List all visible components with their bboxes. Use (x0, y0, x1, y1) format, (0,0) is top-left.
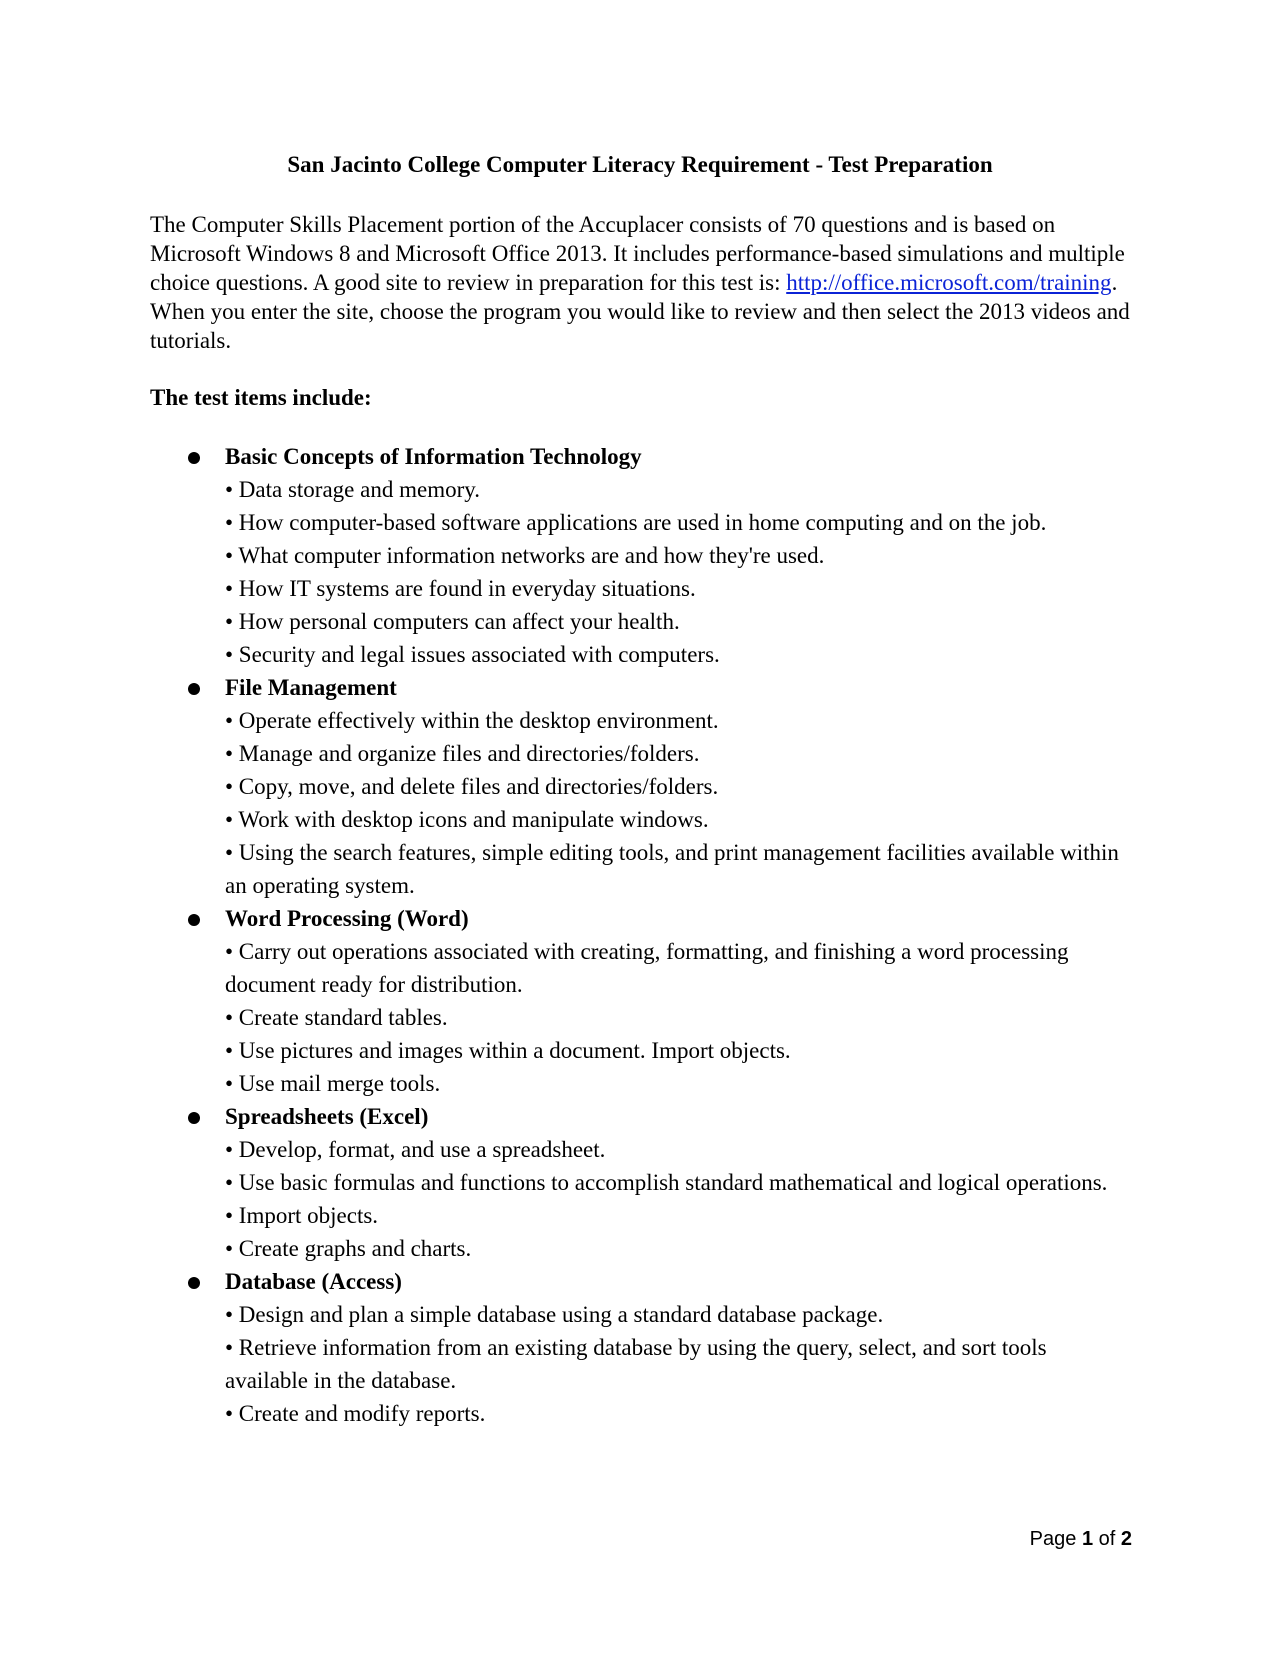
topic-item: • Copy, move, and delete files and directories/folders. (225, 774, 719, 799)
footer-page-number: 1 (1081, 1528, 1094, 1550)
topic-item: • How personal computers can affect your health. (225, 609, 680, 634)
topic-section (0, 1100, 1280, 1265)
topic-item: • Use pictures and images within a document. Import objects. (225, 1038, 791, 1063)
topic-item: • Manage and organize files and directories/folders. (225, 741, 700, 766)
training-link[interactable]: http://office.microsoft.com/training (786, 270, 1112, 295)
page-footer (1030, 1526, 1132, 1552)
intro-paragraph (150, 210, 1135, 355)
topic-section (0, 1265, 1280, 1430)
intro-text-after-link: . When you enter the site, choose the program you would like to review and then select the 2013 videos and tutorials. (150, 270, 1130, 353)
topic-item: • Create and modify reports. (225, 1401, 486, 1426)
topic-item: • Using the search features, simple editing tools, and print management facilities available within an operating system. (225, 840, 1119, 898)
topic-item: • What computer information networks are and how they're used. (225, 543, 825, 568)
footer-page-total: 2 (1120, 1528, 1132, 1550)
topic-list (0, 440, 1280, 1430)
topic-item: • Use mail merge tools. (225, 1071, 441, 1096)
topic-section (0, 440, 1280, 671)
topic-item-list (225, 473, 1135, 671)
topic-section (0, 671, 1280, 902)
topic-title: Word Processing (Word) (225, 906, 469, 931)
topic-title: Spreadsheets (Excel) (225, 1104, 429, 1129)
topic-item: • Data storage and memory. (225, 477, 480, 502)
bullet-icon (188, 1277, 200, 1289)
document-title: San Jacinto College Computer Literacy Requirement - Test Preparation (287, 152, 993, 177)
bullet-icon (188, 452, 200, 464)
test-items-heading: The test items include: (150, 385, 372, 410)
intro-text-before-link: The Computer Skills Placement portion of the Accuplacer consists of 70 questions and is based on Microsoft Windows 8 and Microsoft Office 2013. It includes performance-based simulations and multiple choice questions. A good site to review in preparation for this test is: (150, 212, 1125, 295)
topic-item: • Design and plan a simple database using a standard database package. (225, 1302, 884, 1327)
topic-item-list (225, 1133, 1135, 1265)
topic-item: • Retrieve information from an existing database by using the query, select, and sort tools available in the database. (225, 1335, 1047, 1393)
topic-title: Database (Access) (225, 1269, 402, 1294)
topic-item: • Use basic formulas and functions to accomplish standard mathematical and logical operations. (225, 1170, 1108, 1195)
topic-item-list (225, 935, 1135, 1100)
bullet-icon (188, 1112, 200, 1124)
bullet-icon (188, 683, 200, 695)
footer-of-word: of (1098, 1528, 1116, 1550)
topic-item: • Import objects. (225, 1203, 379, 1228)
topic-item: • Work with desktop icons and manipulate windows. (225, 807, 709, 832)
topic-item: • Operate effectively within the desktop environment. (225, 708, 719, 733)
topic-item-list (225, 704, 1135, 902)
footer-page-word: Page (1029, 1528, 1077, 1550)
topic-item: • How computer-based software applications are used in home computing and on the job. (225, 510, 1047, 535)
topic-section (0, 902, 1280, 1100)
topic-title: File Management (225, 675, 397, 700)
topic-item: • Security and legal issues associated with computers. (225, 642, 720, 667)
topic-item: • Develop, format, and use a spreadsheet. (225, 1137, 606, 1162)
bullet-icon (188, 914, 200, 926)
topic-item: • How IT systems are found in everyday situations. (225, 576, 696, 601)
topic-item: • Create graphs and charts. (225, 1236, 472, 1261)
topic-item: • Create standard tables. (225, 1005, 448, 1030)
topic-item-list (225, 1298, 1135, 1430)
topic-title: Basic Concepts of Information Technology (225, 444, 642, 469)
topic-item: • Carry out operations associated with creating, formatting, and finishing a word processing document ready for distribution. (225, 939, 1069, 997)
